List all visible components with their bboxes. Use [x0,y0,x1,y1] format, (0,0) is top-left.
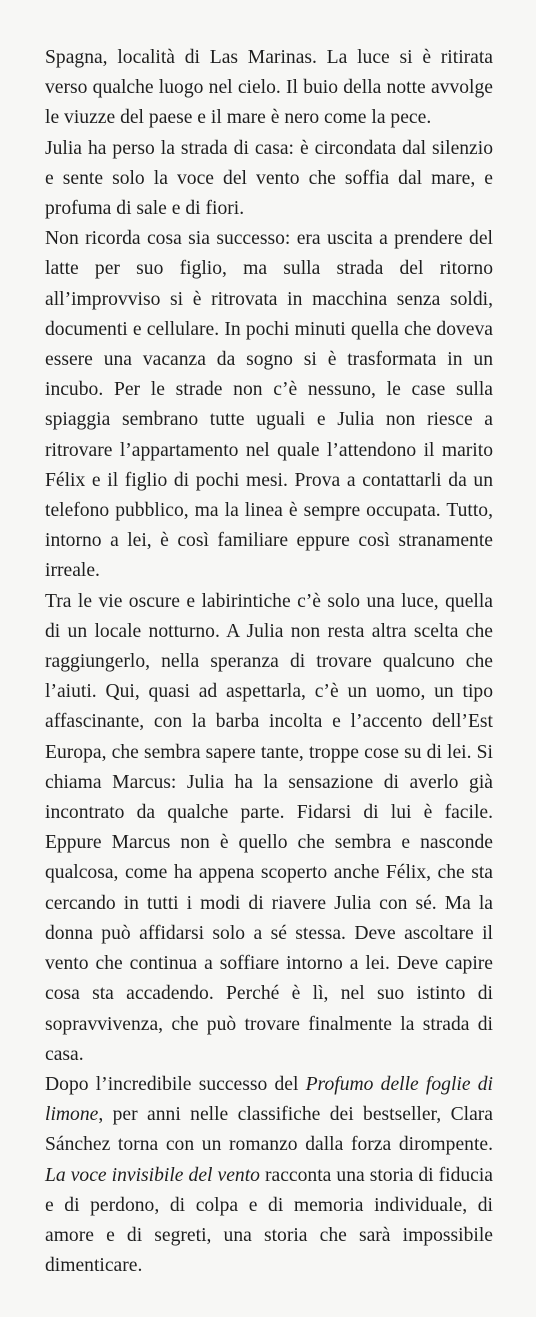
paragraph-author-note [45,1070,493,1281]
paragraph-memory-loss: Non ricorda cosa sia successo: era uscita a prendere del latte per suo figlio, ma sulla strada del ritorno all’improvviso si è ritrovata in macchina senza soldi, documenti e cellulare. In pochi minuti quella che doveva essere una vacanza da sogno si è trasformata in un incubo. Per le strade non c’è nessuno, le case sulla spiaggia sembrano tutte uguali e Julia non riesce a ritrovare l’appartamento nel quale l’attendono il marito Félix e il figlio di pochi mesi. Prova a contattarli da un telefono pubblico, ma la linea è sempre occupata. Tutto, intorno a lei, è così familiare eppure così stranamente irreale. [45,228,493,582]
book-title-voce: La voce invisibile del vento [45,1164,260,1186]
closing-text-part-3: racconta una storia di fiducia e di perdono, di colpa e di memoria individuale, di amore e di segreti, una storia che sarà impossibile dimenticare. [45,1164,494,1277]
closing-text-part-2: , per anni nelle classifiche dei bestseller, Clara Sánchez torna con un romanzo dalla forza dirompente. [45,1104,493,1156]
book-title-profumo: Profumo delle foglie di limone [45,1073,493,1126]
paragraph-julia-lost: Julia ha perso la strada di casa: è circondata dal silenzio e sente solo la voce del vento che soffia dal mare, e profuma di sale e di fiori. [45,137,493,220]
book-blurb-text [45,43,493,1281]
closing-text-part-1: Dopo l’incredibile successo del [45,1073,306,1095]
paragraph-marcus: Tra le vie oscure e labirintiche c’è solo una luce, quella di un locale notturno. A Julia non resta altra scelta che raggiungerlo, nella speranza di trovare qualcuno che l’aiuti. Qui, quasi ad aspettarla, c’è un uomo, un tipo affascinante, con la barba incolta e l’accento dell’Est Europa, che sembra sapere tante, troppe cose su di lei. Si chiama Marcus: Julia ha la sensazione di averlo già incontrato da qualche parte. Fidarsi di lui è facile. Eppure Marcus non è quello che sembra e nasconde qualcosa, come ha appena scoperto anche Félix, che sta cercando in tutti i modi di riavere Julia con sé. Ma la donna può affidarsi solo a sé stessa. Deve ascoltare il vento che continua a soffiare intorno a lei. Deve capire cosa sta accadendo. Perché è lì, nel suo istinto di sopravvivenza, che può trovare finalmente la strada di casa. [45,590,493,1065]
paragraph-setting: Spagna, località di Las Marinas. La luce si è ritirata verso qualche luogo nel cielo. Il buio della notte avvolge le viuzze del paese e il mare è nero come la pece. [45,47,493,129]
